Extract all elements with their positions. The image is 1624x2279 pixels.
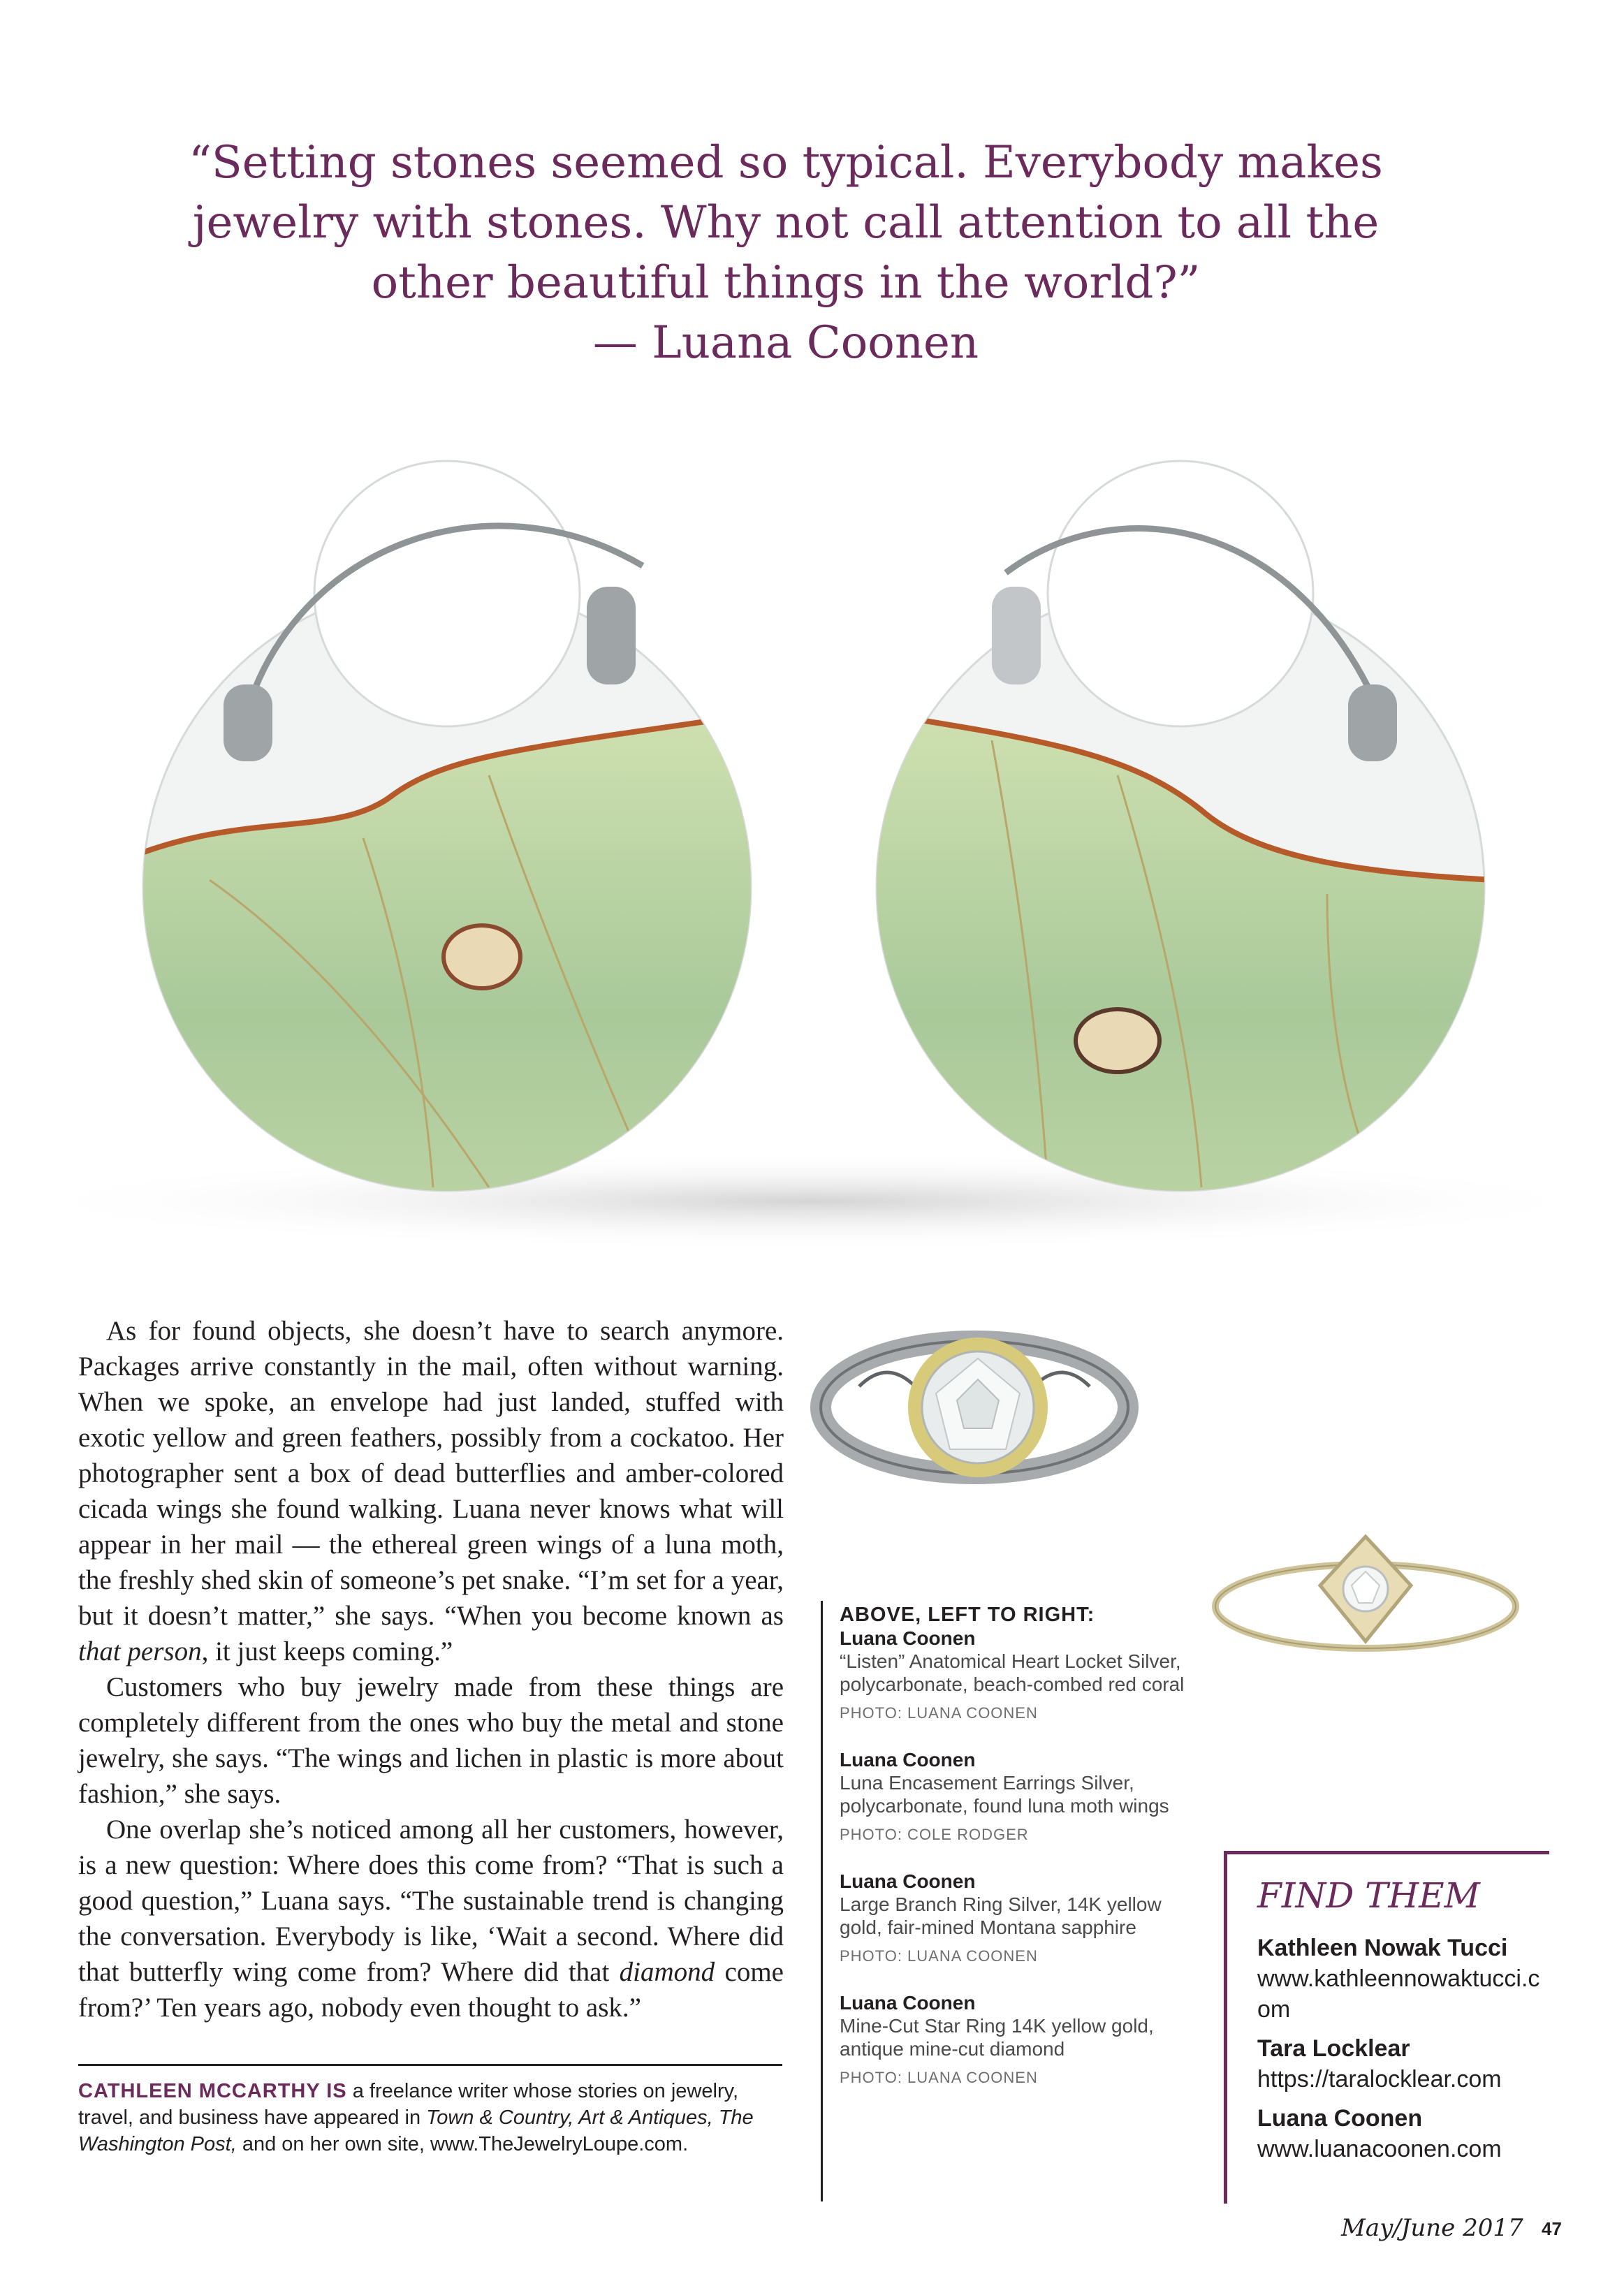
find-them-url[interactable]: www.luanacoonen.com bbox=[1257, 2136, 1502, 2162]
article-emphasis: that person bbox=[78, 1636, 202, 1666]
caption-photo-credit: PHOTO: COLE RODGER bbox=[840, 1826, 1029, 1843]
pull-quote-line-3: other beautiful things in the world?” bbox=[371, 257, 1201, 309]
caption-description: “Listen” Anatomical Heart Locket Silver, polycarbonate, beach-combed red coral bbox=[840, 1650, 1185, 1695]
caption-description: Mine-Cut Star Ring 14K yellow gold, antique mine-cut diamond bbox=[840, 2015, 1154, 2060]
pull-quote-line-1: “Setting stones seemed so typical. Everybody makes bbox=[189, 137, 1383, 189]
issue-date: May/June 2017 bbox=[1341, 2214, 1523, 2242]
find-them-box bbox=[1224, 1851, 1549, 2204]
caption-artist: Luana Coonen bbox=[840, 1627, 976, 1649]
find-them-url[interactable]: https://taralocklear.com bbox=[1257, 2066, 1502, 2093]
caption-photo-credit: PHOTO: LUANA COONEN bbox=[840, 1947, 1038, 1965]
article-body bbox=[78, 1313, 784, 2025]
article-paragraph-3 bbox=[78, 1812, 784, 2025]
earrings-photo bbox=[0, 447, 1624, 1299]
caption-photo-credit: PHOTO: LUANA COONEN bbox=[840, 2069, 1038, 2086]
find-them-name: Tara Locklear bbox=[1257, 2035, 1410, 2062]
find-them-title: FIND THEM bbox=[1257, 1875, 1480, 1916]
bio-text: a freelance writer whose stories on jewelry, travel, and business have appeared in bbox=[78, 2080, 739, 2129]
photo-captions bbox=[840, 1604, 1203, 2113]
bio-text: and on her own site, www.TheJewelryLoupe.com. bbox=[236, 2133, 689, 2155]
caption-artist: Luana Coonen bbox=[840, 1992, 976, 2014]
caption-item bbox=[840, 1870, 1203, 1967]
author-bio bbox=[78, 2078, 784, 2157]
article-text: , it just keeps coming.” bbox=[201, 1636, 453, 1666]
left-earring bbox=[126, 461, 768, 1215]
bio-lead: CATHLEEN MCCARTHY IS bbox=[78, 2080, 347, 2102]
article-emphasis: diamond bbox=[619, 1957, 715, 1987]
caption-artist: Luana Coonen bbox=[840, 1870, 976, 1892]
article-paragraph-2: Customers who buy jewelry made from these things are completely different from the ones who buy the metal and stone jewelry, she says. “The wings and lichen in plastic is more about fashion,” she says. bbox=[78, 1672, 784, 1809]
find-them-name: Luana Coonen bbox=[1257, 2105, 1423, 2132]
pull-quote bbox=[175, 133, 1397, 373]
branch-ring-photo bbox=[803, 1303, 1146, 1512]
caption-description: Luna Encasement Earrings Silver, polycarbonate, found luna moth wings bbox=[840, 1772, 1169, 1817]
find-them-url[interactable]: www.kathleennowaktucci.com bbox=[1257, 1965, 1540, 2023]
captions-heading: ABOVE, LEFT TO RIGHT: bbox=[840, 1604, 1095, 1626]
caption-divider bbox=[821, 1601, 823, 2201]
caption-description: Large Branch Ring Silver, 14K yellow gold, fair-mined Montana sapphire bbox=[840, 1893, 1162, 1938]
caption-artist: Luana Coonen bbox=[840, 1749, 976, 1771]
bio-publications: Town & Country, Art & Antiques, The Washington Post, bbox=[78, 2106, 754, 2155]
star-ring-photo bbox=[1201, 1502, 1530, 1687]
article-text: come from?’ Ten years ago, nobody even thought to ask.” bbox=[78, 1957, 784, 2023]
caption-item bbox=[840, 1748, 1203, 1846]
right-earring bbox=[873, 461, 1495, 1215]
caption-photo-credit: PHOTO: LUANA COONEN bbox=[840, 1704, 1038, 1722]
article-paragraph-1 bbox=[78, 1313, 784, 1669]
page-number: 47 bbox=[1542, 2218, 1562, 2239]
article-text: As for found objects, she doesn’t have to search anymore. Packages arrive constantly in the mail, often without warning. When we spoke, an envelope had just landed, stuffed with exotic yellow and green feathers, possibly from a cockatoo. Her photographer sent a box of dead butterflies and amber-colored cicada wings she found walking. Luana never knows what will appear in her mail — the ethereal green wings of a luna moth, the freshly shed skin of someone’s pet snake. “I’m set for a year, but it doesn’t matter,” she says. “When you become known as bbox=[78, 1316, 784, 1631]
find-them-name: Kathleen Nowak Tucci bbox=[1257, 1935, 1508, 1961]
caption-item bbox=[840, 1627, 1203, 1724]
pull-quote-attribution: — Luana Coonen bbox=[592, 317, 979, 369]
article-text: One overlap she’s noticed among all her customers, however, is a new question: Where does this come from? “That is such a good question,” Luana says. “The sustainable trend is changing the conversation. Everybody is like, ‘Wait a second. Where did that butterfly wing come from? Where did that bbox=[78, 1815, 784, 1987]
bio-divider bbox=[78, 2064, 782, 2066]
caption-item bbox=[840, 1991, 1203, 2089]
pull-quote-line-2: jewelry with stones. Why not call attention to all the bbox=[192, 197, 1380, 249]
